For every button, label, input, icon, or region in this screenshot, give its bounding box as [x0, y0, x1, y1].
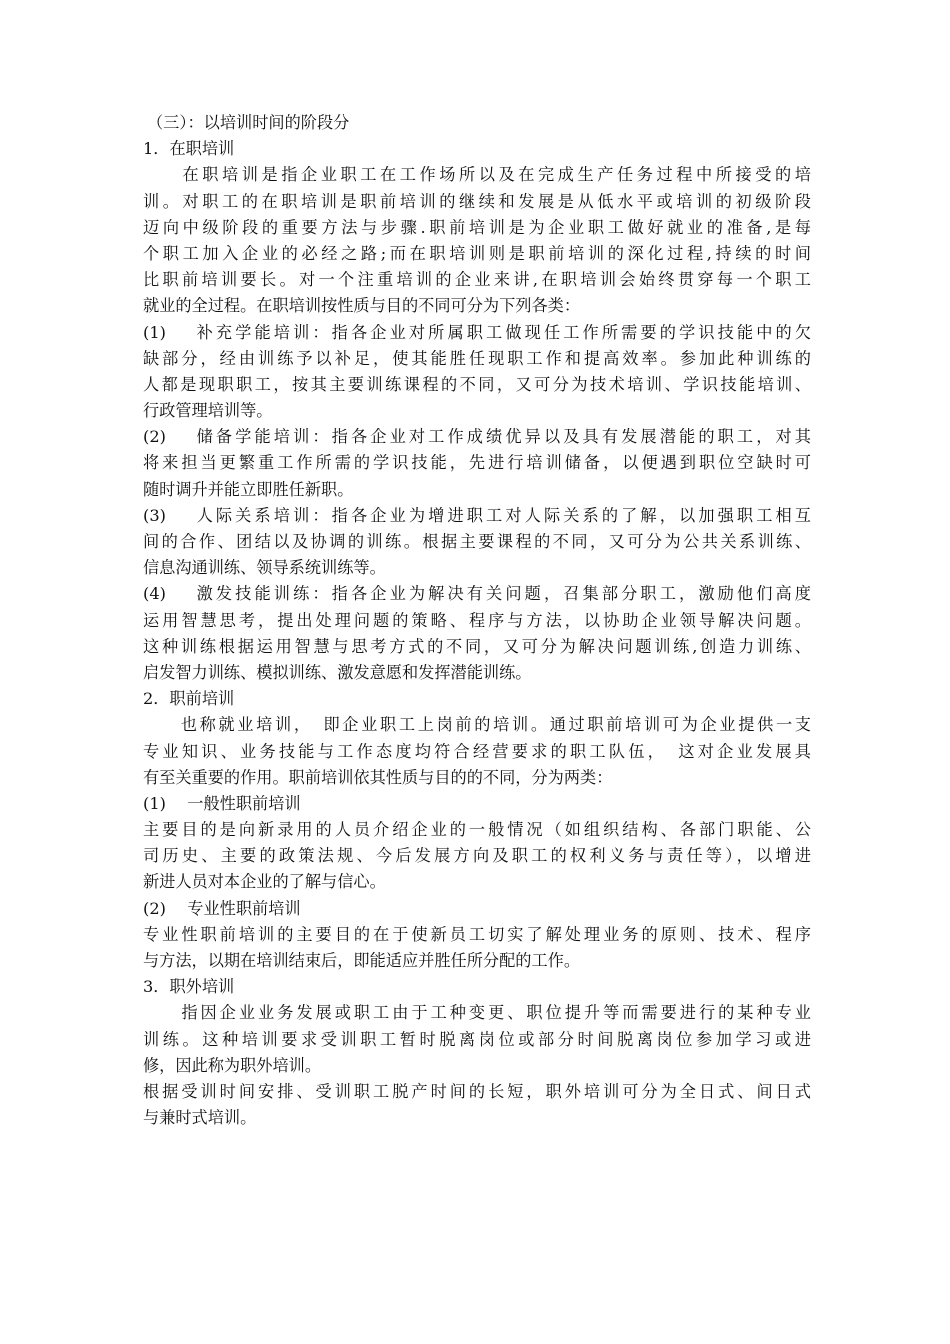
text-line: 比职前培训要长。对一个注重培训的企业来讲,在职培训会始终贯穿每一个职工 — [143, 270, 811, 290]
text-line: 训。对职工的在职培训是职前培训的继续和发展是从低水平或培训的初级阶段 — [143, 191, 811, 211]
text-line: 运用智慧思考，提出处理问题的策略、程序与方法，以协助企业领导解决问题。 — [143, 610, 811, 630]
text-line: 人都是现职职工，按其主要训练课程的不同，又可分为技术培训、学识技能培训、 — [143, 374, 811, 394]
text-line: 迈向中级阶段的重要方法与步骤.职前培训是为企业职工做好就业的准备,是每 — [143, 217, 811, 237]
section-heading: 1．在职培训 — [143, 139, 235, 159]
text-line: 修，因此称为职外培训。 — [143, 1055, 322, 1075]
text-line: 缺部分，经由训练予以补足，使其能胜任现职工作和提高效率。参加此种训练的 — [143, 348, 811, 368]
text-line: (3) 人际关系培训：指各企业为增进职工对人际关系的了解，以加强职工相互 — [143, 505, 811, 525]
text-line: 行政管理培训等。 — [143, 401, 273, 421]
section-heading: （三）：以培训时间的阶段分 — [147, 113, 350, 132]
text-line: 新进人员对本企业的了解与信心。 — [143, 872, 386, 892]
text-line: 指因企业业务发展或职工由于工种变更、职位提升等而需要进行的某种专业 — [143, 1003, 811, 1023]
text-line: 训练。这种培训要求受训职工暂时脱离岗位或部分时间脱离岗位参加学习或进 — [143, 1029, 811, 1049]
subsection-heading: (1) 一般性职前培训 — [143, 793, 301, 813]
text-line: 专业性职前培训的主要目的在于使新员工切实了解处理业务的原则、技术、程序 — [143, 924, 811, 944]
text-line: 根据受训时间安排、受训职工脱产时间的长短，职外培训可分为全日式、间日式 — [143, 1081, 811, 1101]
text-line: 司历史、主要的政策法规、今后发展方向及职工的权利义务与责任等），以增进 — [143, 846, 811, 866]
section-heading: 3．职外培训 — [143, 977, 235, 997]
document-page — [143, 110, 811, 1131]
section-heading: 2．职前培训 — [143, 689, 235, 709]
text-line: 就业的全过程。在职培训按性质与目的不同可分为下列各类： — [143, 296, 581, 316]
text-line: 随时调升并能立即胜任新职。 — [143, 479, 354, 499]
text-line: 个职工加入企业的必经之路;而在职培训则是职前培训的深化过程,持续的时间 — [143, 243, 811, 263]
text-line: 将来担当更繁重工作所需的学识技能，先进行培训储备，以便遇到职位空缺时可 — [143, 453, 811, 473]
text-line: 有至关重要的作用。职前培训依其性质与目的的不同，分为两类： — [143, 767, 613, 787]
text-line: (4) 激发技能训练：指各企业为解决有关问题，召集部分职工，激励他们高度 — [143, 584, 811, 604]
text-line: 专业知识、业务技能与工作态度均符合经营要求的职工队伍， 这对企业发展具 — [143, 741, 811, 761]
text-line: 与兼时式培训。 — [143, 1108, 257, 1128]
text-line: 这种训练根据运用智慧与思考方式的不同，又可分为解决问题训练,创造力训练、 — [143, 636, 811, 656]
text-line: 与方法，以期在培训结束后，即能适应并胜任所分配的工作。 — [143, 951, 581, 970]
text-line: 也称就业培训， 即企业职工上岗前的培训。通过职前培训可为企业提供一支 — [143, 715, 811, 735]
subsection-heading: (2) 专业性职前培训 — [143, 898, 301, 918]
text-line: 启发智力训练、模拟训练、激发意愿和发挥潜能训练。 — [143, 662, 532, 682]
text-line: 在职培训是指企业职工在工作场所以及在完成生产任务过程中所接受的培 — [143, 165, 811, 185]
text-line: 间的合作、团结以及协调的训练。根据主要课程的不同，又可分为公共关系训练、 — [143, 532, 811, 551]
text-line: (2) 储备学能培训：指各企业对工作成绩优异以及具有发展潜能的职工，对其 — [143, 427, 811, 447]
text-line: 信息沟通训练、领导系统训练等。 — [143, 558, 386, 578]
text-line: 主要目的是向新录用的人员介绍企业的一般情况（如组织结构、各部门职能、公 — [143, 820, 811, 840]
text-line: (1) 补充学能培训：指各企业对所属职工做现任工作所需要的学识技能中的欠 — [143, 322, 811, 342]
